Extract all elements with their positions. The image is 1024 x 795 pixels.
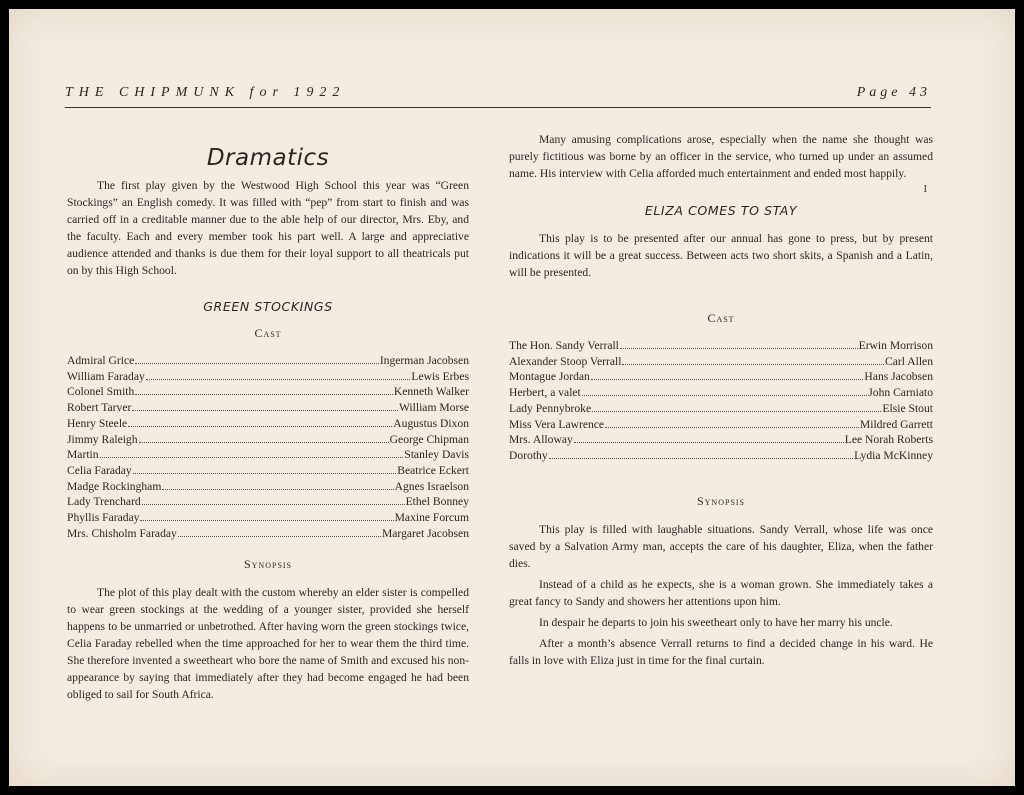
cast-entry <box>509 417 933 433</box>
dot-leader <box>582 394 867 396</box>
cast-entry <box>67 479 469 495</box>
cast-actor: Ingerman Jacobsen <box>379 354 469 367</box>
dot-leader <box>100 456 404 458</box>
cast-role: Martin <box>67 448 99 462</box>
page-mark: I <box>923 184 927 195</box>
dot-leader <box>135 393 393 395</box>
cast-entry <box>67 384 469 400</box>
synopsis-paragraph: The plot of this play dealt with the custom whereby an elder sister is compelled to wear green stockings at the wedding of a younger sister, provided she herself happens to be unmarried or unbetrothed. After having worn the green stockings twice, Celia Faraday rebelled when the time approached for her to wear them the third time. She therefore invented a sweetheart who bore the name of Smith and excused his non-appearance by saying that immediately after they had become engaged he had been obliged to sail for South Africa. <box>67 586 469 702</box>
dot-leader <box>162 488 393 490</box>
cast-entry <box>67 416 469 432</box>
intro-paragraph: The first play given by the Westwood High School this year was “Green Stockings” an English comedy. It was filled with “pep” from start to finish and was carried off in a creditable manner due to the able help of our director, Mrs. Eby, and the faculty. Each and every member took his part well. A large and appreciative audience attended and thanks is due them for their loyal support to all theatricals put on by this High School. <box>67 179 469 277</box>
cast-role: Robert Tarver <box>67 401 132 415</box>
cast-role: Phyllis Faraday <box>67 511 140 525</box>
running-header <box>65 79 931 108</box>
cast-role: Dorothy <box>509 448 548 462</box>
synopsis-heading: Synopsis <box>696 493 746 508</box>
cast-entry <box>67 447 469 463</box>
cast-actor: Maxine Forcum <box>394 511 469 525</box>
page-title: Dramatics <box>206 145 330 171</box>
dot-leader <box>620 347 858 349</box>
cast-entry <box>509 401 933 417</box>
cast-role: Madge Rockingham <box>67 479 162 493</box>
cast-role: Mrs. Alloway <box>509 433 573 447</box>
cast-actor: Lee Norah Roberts <box>844 433 933 447</box>
dot-leader <box>178 535 381 537</box>
synopsis-paragraph: This play is filled with laughable situations. Sandy Verrall, whose life was once saved by a Salvation Army man, accepts the care of his daughter, Eliza, when the father dies. <box>509 522 933 570</box>
cast-role: Montague Jordan <box>509 370 590 384</box>
dot-leader <box>140 519 393 521</box>
cast-role: Colonel Smith <box>67 385 135 399</box>
cast-entry <box>509 432 933 448</box>
cast-role: Admiral Grice <box>67 354 135 367</box>
dot-leader <box>146 378 411 380</box>
dot-leader <box>605 426 859 428</box>
cast-actor: Augustus Dixon <box>393 416 469 430</box>
cast-entry <box>67 353 469 369</box>
cast-actor: Beatrice Eckert <box>397 463 469 477</box>
cast-entry <box>509 354 933 370</box>
cast-actor: Lydia McKinney <box>854 448 933 462</box>
cast-actor: Stanley Davis <box>404 448 469 462</box>
cast-role: Mrs. Chisholm Faraday <box>67 526 177 540</box>
cast-actor: John Carniato <box>868 386 933 400</box>
cast-actor: Carl Allen <box>885 354 933 368</box>
dot-leader <box>133 472 397 474</box>
dot-leader <box>139 441 389 443</box>
dot-leader <box>622 363 884 365</box>
cast-actor: Margaret Jacobsen <box>381 526 469 540</box>
synopsis-paragraph: In despair he departs to join his sweetheart only to have her marry his uncle. <box>539 615 893 629</box>
dot-leader <box>591 378 864 380</box>
cast-list-eliza <box>509 338 933 464</box>
cast-actor: Hans Jacobsen <box>864 370 933 384</box>
cast-entry <box>67 526 469 542</box>
cast-entry <box>67 432 469 448</box>
dot-leader <box>128 425 392 427</box>
cast-entry <box>67 510 469 526</box>
cast-heading: Cast <box>707 311 735 325</box>
cast-role: Lady Trenchard <box>67 495 141 509</box>
cast-actor: William Morse <box>398 401 469 415</box>
header-publication: THE CHIPMUNK for 1922 <box>65 85 346 100</box>
synopsis-heading: Synopsis <box>243 557 293 572</box>
cast-entry <box>67 463 469 479</box>
cast-actor: Ethel Bonney <box>405 495 469 509</box>
cast-role: Miss Vera Lawrence <box>509 417 605 431</box>
cast-actor: Agnes Israelson <box>394 479 469 493</box>
cast-actor: Lewis Erbes <box>411 369 469 383</box>
left-column <box>67 131 469 703</box>
cast-actor: Mildred Garrett <box>859 417 933 431</box>
cast-role: Lady Pennybroke <box>509 401 592 415</box>
cast-role: Celia Faraday <box>67 463 132 477</box>
cast-role: Henry Steele <box>67 416 128 430</box>
dot-leader <box>549 457 853 459</box>
synopsis-paragraph: Instead of a child as he expects, she is a woman grown. She immediately takes a great fancy to Sandy and showers her attentions upon him. <box>509 577 933 608</box>
cast-actor: Erwin Morrison <box>858 339 933 352</box>
cast-role: The Hon. Sandy Verrall <box>509 339 619 352</box>
cast-entry <box>67 400 469 416</box>
dot-leader <box>142 503 405 505</box>
synopsis-eliza <box>509 521 933 669</box>
synopsis-paragraph: After a month’s absence Verrall returns to find a decided change in his ward. He falls in love with Eliza just in time for the final curtain. <box>509 636 933 667</box>
header-page-number: Page 43 <box>856 85 931 100</box>
continuation-paragraph: Many amusing complications arose, especially when the name she thought was purely fictitious was borne by an officer in the service, who turned up under an assumed name. His interview with Celia afforded much entertainment and ended most happily. <box>509 133 933 180</box>
cast-actor: Elsie Stout <box>882 401 933 415</box>
eliza-intro-paragraph: This play is to be presented after our annual has gone to press, but by present indications it will be a great success. Between acts two short skits, a Spanish and a Latin, will be presented. <box>509 232 933 279</box>
dot-leader <box>592 410 881 412</box>
cast-entry <box>509 385 933 401</box>
cast-heading: Cast <box>254 326 282 340</box>
cast-list-green-stockings <box>67 353 469 541</box>
cast-role: William Faraday <box>67 369 145 383</box>
cast-entry <box>509 369 933 385</box>
cast-role: Jimmy Raleigh <box>67 432 138 446</box>
play-title-eliza: ELIZA COMES TO STAY <box>644 203 798 218</box>
cast-entry <box>509 338 933 354</box>
dot-leader <box>574 441 844 443</box>
cast-entry <box>67 494 469 510</box>
dot-leader <box>132 409 398 411</box>
cast-role: Herbert, a valet <box>509 386 581 400</box>
play-title-green-stockings: GREEN STOCKINGS <box>203 299 333 314</box>
right-column <box>509 131 933 673</box>
cast-entry <box>509 448 933 464</box>
cast-actor: Kenneth Walker <box>393 385 469 399</box>
cast-entry <box>67 369 469 385</box>
dot-leader <box>135 362 379 364</box>
cast-actor: George Chipman <box>389 432 469 446</box>
cast-role: Alexander Stoop Verrall <box>509 354 622 368</box>
page <box>9 9 1015 786</box>
